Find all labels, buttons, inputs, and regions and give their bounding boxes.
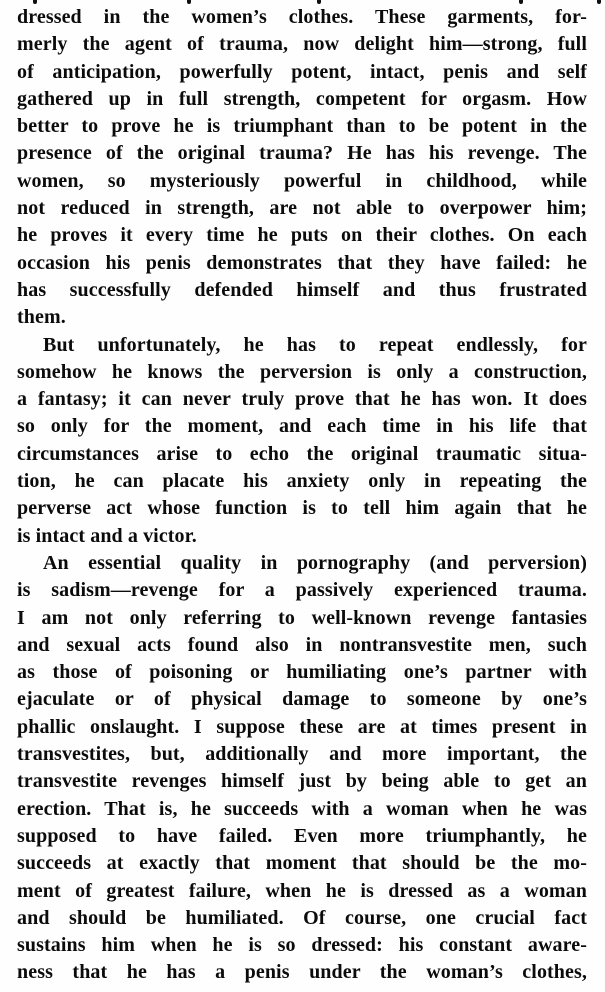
text-line: is intact and a victor. [17, 524, 197, 547]
paragraph [17, 4, 587, 332]
text-line: circumstances arise to echo the original traumatic situa- [17, 442, 587, 465]
text-line: he proves it every time he puts on their clothes. On each [17, 224, 587, 247]
text-line: them. [17, 306, 66, 329]
text-line: of anticipation, powerfully potent, intact, penis and self [17, 60, 587, 83]
text-line: as those of poisoning or humiliating one’s partner with [17, 661, 587, 684]
text-line: erection. That is, he succeeds with a woman when he was [17, 797, 587, 820]
text-line: ment of greatest failure, when he is dressed as a woman [17, 879, 587, 902]
text-line: succeeds at exactly that moment that should be the mo- [17, 852, 587, 875]
text-line: presence of the original trauma? He has his revenge. The [17, 142, 587, 165]
text-line: perverse act whose function is to tell him again that he [17, 497, 587, 520]
text-line: ness that he has a penis under the woman’s clothes, [17, 961, 587, 984]
paragraph [17, 332, 587, 550]
text-line: ejaculate or of physical damage to someone by one’s [17, 688, 587, 711]
text-line: is sadism—revenge for a passively experienced trauma. [17, 579, 587, 602]
text-line: phallic onslaught. I suppose these are at times present in [17, 715, 587, 738]
text-line: tion, he can placate his anxiety only in repeating the [17, 470, 587, 493]
text-line: a fantasy; it can never truly prove that he has won. It does [17, 388, 587, 411]
text-line: But unfortunately, he has to repeat endlessly, for [43, 333, 587, 356]
clipped-text-fragment [597, 0, 601, 4]
text-line: gathered up in full strength, competent for orgasm. How [17, 87, 587, 110]
text-line: An essential quality in pornography (and perversion) [43, 551, 587, 574]
text-line: transvestite revenges himself just by being able to get an [17, 770, 587, 793]
text-line: not reduced in strength, are not able to overpower him; [17, 197, 587, 220]
text-line: somehow he knows the perversion is only a construction, [17, 360, 587, 383]
text-line: transvestites, but, additionally and more important, the [17, 743, 587, 766]
text-line: women, so mysteriously powerful in childhood, while [17, 169, 587, 192]
text-line: dressed in the women’s clothes. These garments, for- [17, 6, 587, 28]
text-line: has successfully defended himself and thus frustrated [17, 278, 587, 301]
text-line: sustains him when he is so dressed: his constant aware- [17, 934, 587, 957]
text-line: and sexual acts found also in nontransvestite men, such [17, 633, 587, 656]
text-line: better to prove he is triumphant than to be potent in the [17, 115, 587, 138]
page-text [17, 4, 587, 987]
text-line: supposed to have failed. Even more triumphantly, he [17, 824, 587, 847]
text-line: merly the agent of trauma, now delight him—strong, full [17, 33, 587, 56]
text-line: occasion his penis demonstrates that they have failed: he [17, 251, 587, 274]
paragraph [17, 550, 587, 987]
text-line: so only for the moment, and each time in his life that [17, 415, 587, 438]
text-line: I am not only referring to well-known revenge fantasies [17, 606, 587, 629]
text-line: and should be humiliated. Of course, one crucial fact [17, 906, 587, 929]
